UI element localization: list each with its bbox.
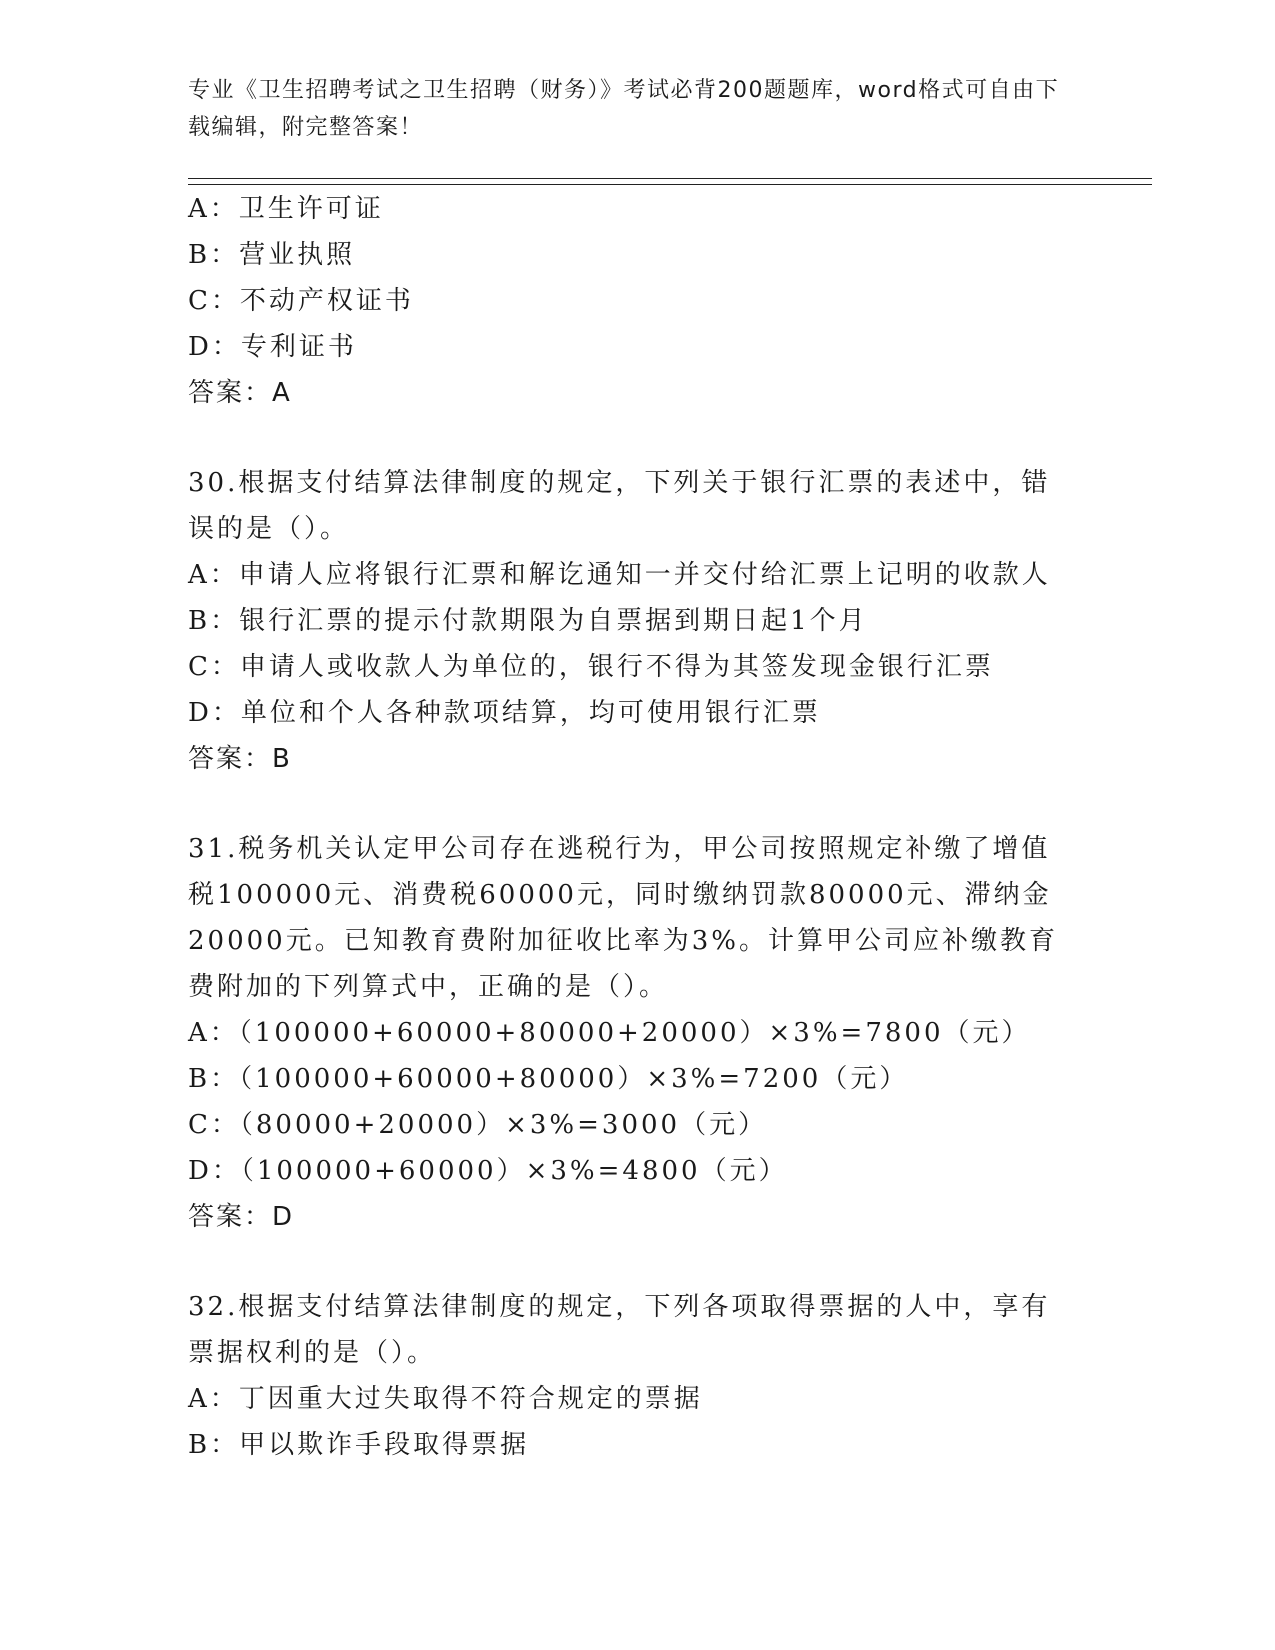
document-title: 专业《卫生招聘考试之卫生招聘（财务）》考试必背200题题库，word格式可自由下载编辑，附完整答案！ [188,78,1060,140]
option-a: A：申请人应将银行汇票和解讫通知一并交付给汇票上记明的收款人 [188,560,1051,590]
option-b: B：营业执照 [188,240,356,270]
question-stem: 30.根据支付结算法律制度的规定，下列关于银行汇票的表述中，错误的是（）。 [188,468,1051,544]
spacer [188,782,1088,826]
option-b: B：甲以欺诈手段取得票据 [188,1430,530,1460]
answer: 答案：B [188,744,292,774]
question-30 [188,460,1088,782]
spacer [188,1240,1088,1284]
question-stem: 31.税务机关认定甲公司存在逃税行为，甲公司按照规定补缴了增值税100000元、消费税60000元，同时缴纳罚款80000元、滞纳金20000元。已知教育费附加征收比率为3%。计算甲公司应补缴教育费附加的下列算式中，正确的是（）。 [188,834,1058,1002]
document-header [188,72,1068,146]
question-31 [188,826,1088,1240]
option-d: D：专利证书 [188,332,357,362]
option-c: C：（80000+20000）×3%=3000（元） [188,1110,768,1140]
option-c: C：申请人或收款人为单位的，银行不得为其签发现金银行汇票 [188,652,994,682]
question-32 [188,1284,1088,1468]
answer: 答案：A [188,378,292,408]
option-a: A：（100000+60000+80000+20000）×3%=7800（元） [188,1018,1031,1048]
option-c: C：不动产权证书 [188,286,414,316]
question-stem: 32.根据支付结算法律制度的规定，下列各项取得票据的人中，享有票据权利的是（）。 [188,1292,1051,1368]
spacer [188,416,1088,460]
option-d: D：（100000+60000）×3%=4800（元） [188,1156,788,1186]
document-body [188,186,1088,1468]
header-divider [188,178,1152,185]
option-b: B：（100000+60000+80000）×3%=7200（元） [188,1064,909,1094]
option-b: B：银行汇票的提示付款期限为自票据到期日起1个月 [188,606,868,636]
continued-question [188,186,1088,416]
answer: 答案：D [188,1202,295,1232]
option-d: D：单位和个人各种款项结算，均可使用银行汇票 [188,698,821,728]
option-a: A：丁因重大过失取得不符合规定的票据 [188,1384,703,1414]
option-a: A：卫生许可证 [188,194,384,224]
